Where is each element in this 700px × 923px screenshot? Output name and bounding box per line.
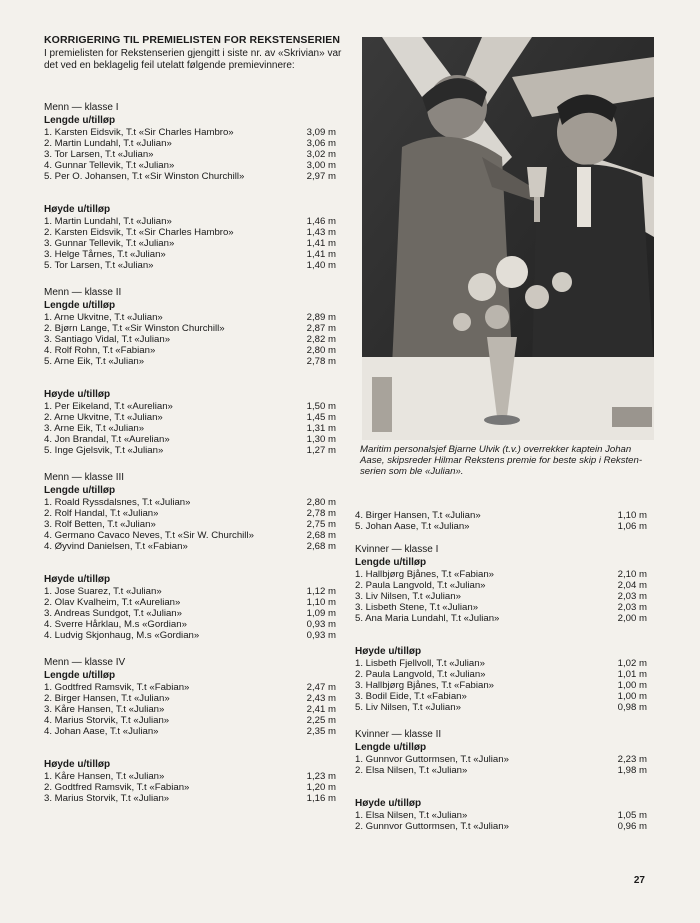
result-name: 4. Ludvig Skjonhaug, M.s «Gordian» xyxy=(44,630,200,641)
result-value: 0,93 m xyxy=(306,630,336,641)
result-value: 1,45 m xyxy=(306,412,336,423)
result-name: 3. Rolf Betten, T.t «Julian» xyxy=(44,519,156,530)
result-row xyxy=(44,345,344,356)
result-section xyxy=(44,657,344,804)
result-name: 1. Godtfred Ramsvik, T.t «Fabian» xyxy=(44,682,190,693)
class-title: Menn — klasse III xyxy=(44,472,125,483)
result-row xyxy=(44,682,344,693)
result-row xyxy=(44,412,344,423)
result-value: 1,02 m xyxy=(617,658,647,669)
result-row xyxy=(355,580,655,591)
class-title: Kvinner — klasse II xyxy=(355,729,442,740)
award-photo xyxy=(362,37,654,440)
result-name: 3. Liv Nilsen, T.t «Julian» xyxy=(355,591,461,602)
result-name: 1. Gunnvor Guttormsen, T.t «Julian» xyxy=(355,754,509,765)
result-value: 1,01 m xyxy=(617,669,647,680)
result-name: 4. Øyvind Danielsen, T.t «Fabian» xyxy=(44,541,188,552)
event-title: Lengde u/tilløp xyxy=(355,742,427,753)
result-row xyxy=(355,510,655,521)
result-value: 2,43 m xyxy=(306,693,336,704)
result-value: 0,93 m xyxy=(306,619,336,630)
result-value: 2,03 m xyxy=(617,602,647,613)
result-name: 2. Olav Kvalheim, T.t «Aurelian» xyxy=(44,597,181,608)
result-name: 2. Arne Ukvitne, T.t «Julian» xyxy=(44,412,163,423)
result-section xyxy=(355,544,655,713)
result-section xyxy=(44,287,344,456)
result-row xyxy=(44,693,344,704)
result-value: 1,05 m xyxy=(617,810,647,821)
class-title: Menn — klasse I xyxy=(44,102,119,113)
result-name: 3. Hallbjørg Bjånes, T.t «Fabian» xyxy=(355,680,495,691)
class-title: Menn — klasse II xyxy=(44,287,122,298)
result-row xyxy=(44,608,344,619)
result-name: 2. Karsten Eidsvik, T.t «Sir Charles Hambro» xyxy=(44,227,234,238)
class-title: Kvinner — klasse I xyxy=(355,544,439,555)
result-value: 2,00 m xyxy=(617,613,647,624)
result-value: 1,41 m xyxy=(306,249,336,260)
result-value: 1,27 m xyxy=(306,445,336,456)
result-value: 1,43 m xyxy=(306,227,336,238)
result-name: 3. Bodil Eide, T.t «Fabian» xyxy=(355,691,467,702)
result-name: 3. Andreas Sundgot, T.t «Julian» xyxy=(44,608,182,619)
result-row xyxy=(44,597,344,608)
result-name: 1. Hallbjørg Bjånes, T.t «Fabian» xyxy=(355,569,495,580)
result-row xyxy=(44,171,344,182)
result-row xyxy=(44,508,344,519)
event-title: Høyde u/tilløp xyxy=(44,574,111,585)
result-value: 2,82 m xyxy=(306,334,336,345)
result-value: 1,10 m xyxy=(617,510,647,521)
result-row xyxy=(355,521,655,532)
event-title: Høyde u/tilløp xyxy=(355,646,422,657)
event-title: Lengde u/tilløp xyxy=(355,557,427,568)
result-name: 2. Rolf Handal, T.t «Julian» xyxy=(44,508,159,519)
result-section xyxy=(44,102,344,271)
event-title: Høyde u/tilløp xyxy=(355,798,422,809)
result-row xyxy=(355,821,655,832)
result-row xyxy=(44,630,344,641)
result-name: 1. Arne Ukvitne, T.t «Julian» xyxy=(44,312,163,323)
result-value: 2,80 m xyxy=(306,345,336,356)
result-value: 2,89 m xyxy=(306,312,336,323)
continued-results xyxy=(355,510,655,532)
result-row xyxy=(355,810,655,821)
event-title: Lengde u/tilløp xyxy=(44,300,116,311)
result-name: 4. Germano Cavaco Neves, T.t «Sir W. Churchill» xyxy=(44,530,254,541)
result-row xyxy=(44,356,344,367)
result-value: 1,41 m xyxy=(306,238,336,249)
result-row xyxy=(44,586,344,597)
result-row xyxy=(355,754,655,765)
result-value: 2,47 m xyxy=(306,682,336,693)
result-value: 2,10 m xyxy=(617,569,647,580)
result-value: 1,31 m xyxy=(306,423,336,434)
result-name: 3. Helge Tårnes, T.t «Julian» xyxy=(44,249,166,260)
result-row xyxy=(355,669,655,680)
result-section xyxy=(44,472,344,641)
result-value: 2,23 m xyxy=(617,754,647,765)
result-section xyxy=(355,729,655,832)
result-value: 2,78 m xyxy=(306,356,336,367)
result-value: 2,68 m xyxy=(306,541,336,552)
result-name: 4. Jon Brandal, T.t «Aurelian» xyxy=(44,434,170,445)
result-row xyxy=(44,530,344,541)
event-title: Lengde u/tilløp xyxy=(44,670,116,681)
article-heading: KORRIGERING TIL PREMIELISTEN FOR REKSTENSERIEN xyxy=(44,34,341,46)
result-value: 1,00 m xyxy=(617,691,647,702)
result-row xyxy=(44,401,344,412)
result-row xyxy=(44,726,344,737)
result-value: 1,40 m xyxy=(306,260,336,271)
result-value: 2,35 m xyxy=(306,726,336,737)
result-row xyxy=(44,249,344,260)
result-row xyxy=(44,704,344,715)
result-row xyxy=(44,445,344,456)
result-row xyxy=(44,334,344,345)
result-value: 2,41 m xyxy=(306,704,336,715)
result-name: 4. Sverre Hårklau, M.s «Gordian» xyxy=(44,619,187,630)
result-value: 2,97 m xyxy=(306,171,336,182)
result-name: 1. Per Eikeland, T.t «Aurelian» xyxy=(44,401,173,412)
result-value: 2,04 m xyxy=(617,580,647,591)
right-column xyxy=(355,510,655,832)
result-row xyxy=(44,715,344,726)
result-name: 2. Bjørn Lange, T.t «Sir Winston Churchill» xyxy=(44,323,225,334)
result-name: 2. Elsa Nilsen, T.t «Julian» xyxy=(355,765,468,776)
result-value: 1,50 m xyxy=(306,401,336,412)
result-value: 2,03 m xyxy=(617,591,647,602)
result-name: 2. Birger Hansen, T.t «Julian» xyxy=(44,693,170,704)
result-name: 5. Arne Eik, T.t «Julian» xyxy=(44,356,145,367)
event-title: Høyde u/tilløp xyxy=(44,204,111,215)
result-value: 1,20 m xyxy=(306,782,336,793)
event-title: Høyde u/tilløp xyxy=(44,759,111,770)
result-row xyxy=(44,434,344,445)
result-name: 3. Santiago Vidal, T.t «Julian» xyxy=(44,334,171,345)
result-name: 4. Rolf Rohn, T.t «Fabian» xyxy=(44,345,156,356)
result-value: 0,98 m xyxy=(617,702,647,713)
result-value: 1,09 m xyxy=(306,608,336,619)
result-row xyxy=(44,227,344,238)
result-row xyxy=(44,323,344,334)
result-value: 2,25 m xyxy=(306,715,336,726)
result-row xyxy=(44,771,344,782)
result-row xyxy=(355,613,655,624)
result-row xyxy=(44,127,344,138)
result-value: 0,96 m xyxy=(617,821,647,832)
result-name: 3. Arne Eik, T.t «Julian» xyxy=(44,423,145,434)
result-row xyxy=(44,619,344,630)
result-row xyxy=(44,423,344,434)
result-name: 5. Tor Larsen, T.t «Julian» xyxy=(44,260,154,271)
result-name: 3. Lisbeth Stene, T.t «Julian» xyxy=(355,602,479,613)
result-value: 3,06 m xyxy=(306,138,336,149)
result-name: 1. Elsa Nilsen, T.t «Julian» xyxy=(355,810,468,821)
result-name: 1. Martin Lundahl, T.t «Julian» xyxy=(44,216,172,227)
result-value: 2,80 m xyxy=(306,497,336,508)
result-value: 3,00 m xyxy=(306,160,336,171)
result-value: 3,09 m xyxy=(306,127,336,138)
result-name: 1. Lisbeth Fjellvoll, T.t «Julian» xyxy=(355,658,485,669)
result-name: 4. Marius Storvik, T.t «Julian» xyxy=(44,715,170,726)
result-name: 2. Godtfred Ramsvik, T.t «Fabian» xyxy=(44,782,190,793)
result-name: 2. Martin Lundahl, T.t «Julian» xyxy=(44,138,172,149)
result-row xyxy=(44,541,344,552)
result-name: 2. Gunnvor Guttormsen, T.t «Julian» xyxy=(355,821,509,832)
result-value: 1,12 m xyxy=(306,586,336,597)
result-row xyxy=(355,569,655,580)
result-name: 5. Inge Gjelsvik, T.t «Julian» xyxy=(44,445,164,456)
result-value: 1,46 m xyxy=(306,216,336,227)
result-name: 5. Johan Aase, T.t «Julian» xyxy=(355,521,470,532)
result-row xyxy=(355,602,655,613)
result-value: 2,87 m xyxy=(306,323,336,334)
result-row xyxy=(44,260,344,271)
result-row xyxy=(44,149,344,160)
result-name: 3. Tor Larsen, T.t «Julian» xyxy=(44,149,154,160)
result-value: 2,78 m xyxy=(306,508,336,519)
result-row xyxy=(44,782,344,793)
result-name: 4. Gunnar Tellevik, T.t «Julian» xyxy=(44,160,175,171)
page-number: 27 xyxy=(633,875,645,886)
left-results xyxy=(44,102,344,804)
event-title: Lengde u/tilløp xyxy=(44,485,116,496)
result-row xyxy=(44,519,344,530)
result-row xyxy=(355,658,655,669)
result-row xyxy=(44,312,344,323)
result-name: 2. Paula Langvold, T.t «Julian» xyxy=(355,580,486,591)
result-value: 1,23 m xyxy=(306,771,336,782)
result-name: 5. Ana Maria Lundahl, T.t «Julian» xyxy=(355,613,500,624)
result-row xyxy=(44,238,344,249)
result-row xyxy=(44,138,344,149)
photo-caption: Maritim personalsjef Bjarne Ulvik (t.v.) overrekker kaptein Johan Aase, skipsreder Hilmar Rekstens premie for beste skip i Reksten-serien som ble «Julian». xyxy=(360,444,643,477)
event-title: Høyde u/tilløp xyxy=(44,389,111,400)
result-value: 1,06 m xyxy=(617,521,647,532)
result-value: 1,10 m xyxy=(306,597,336,608)
result-value: 1,16 m xyxy=(306,793,336,804)
class-title: Menn — klasse IV xyxy=(44,657,126,668)
result-name: 1. Roald Ryssdalsnes, T.t «Julian» xyxy=(44,497,191,508)
result-name: 3. Marius Storvik, T.t «Julian» xyxy=(44,793,170,804)
result-name: 1. Jose Suarez, T.t «Julian» xyxy=(44,586,162,597)
event-title: Lengde u/tilløp xyxy=(44,115,116,126)
result-row xyxy=(355,691,655,702)
result-row xyxy=(355,702,655,713)
left-column xyxy=(44,34,344,804)
result-row xyxy=(44,160,344,171)
result-row xyxy=(44,497,344,508)
result-row xyxy=(44,216,344,227)
result-row xyxy=(44,793,344,804)
result-name: 5. Liv Nilsen, T.t «Julian» xyxy=(355,702,461,713)
result-value: 1,00 m xyxy=(617,680,647,691)
result-row xyxy=(355,680,655,691)
result-value: 3,02 m xyxy=(306,149,336,160)
result-row xyxy=(355,765,655,776)
result-value: 1,30 m xyxy=(306,434,336,445)
result-name: 4. Birger Hansen, T.t «Julian» xyxy=(355,510,481,521)
result-name: 2. Paula Langvold, T.t «Julian» xyxy=(355,669,486,680)
right-results xyxy=(355,544,655,832)
result-name: 1. Karsten Eidsvik, T.t «Sir Charles Hambro» xyxy=(44,127,234,138)
result-value: 2,68 m xyxy=(306,530,336,541)
result-name: 1. Kåre Hansen, T.t «Julian» xyxy=(44,771,165,782)
result-value: 2,75 m xyxy=(306,519,336,530)
article-intro: I premielisten for Rekstenserien gjengitt i siste nr. av «Skrivian» var det ved en beklagelig feil utelatt følgende premievinnere: xyxy=(44,48,342,71)
result-name: 3. Kåre Hansen, T.t «Julian» xyxy=(44,704,165,715)
result-name: 4. Johan Aase, T.t «Julian» xyxy=(44,726,159,737)
result-name: 5. Per O. Johansen, T.t «Sir Winston Churchill» xyxy=(44,171,245,182)
result-name: 3. Gunnar Tellevik, T.t «Julian» xyxy=(44,238,175,249)
result-row xyxy=(355,591,655,602)
result-value: 1,98 m xyxy=(617,765,647,776)
